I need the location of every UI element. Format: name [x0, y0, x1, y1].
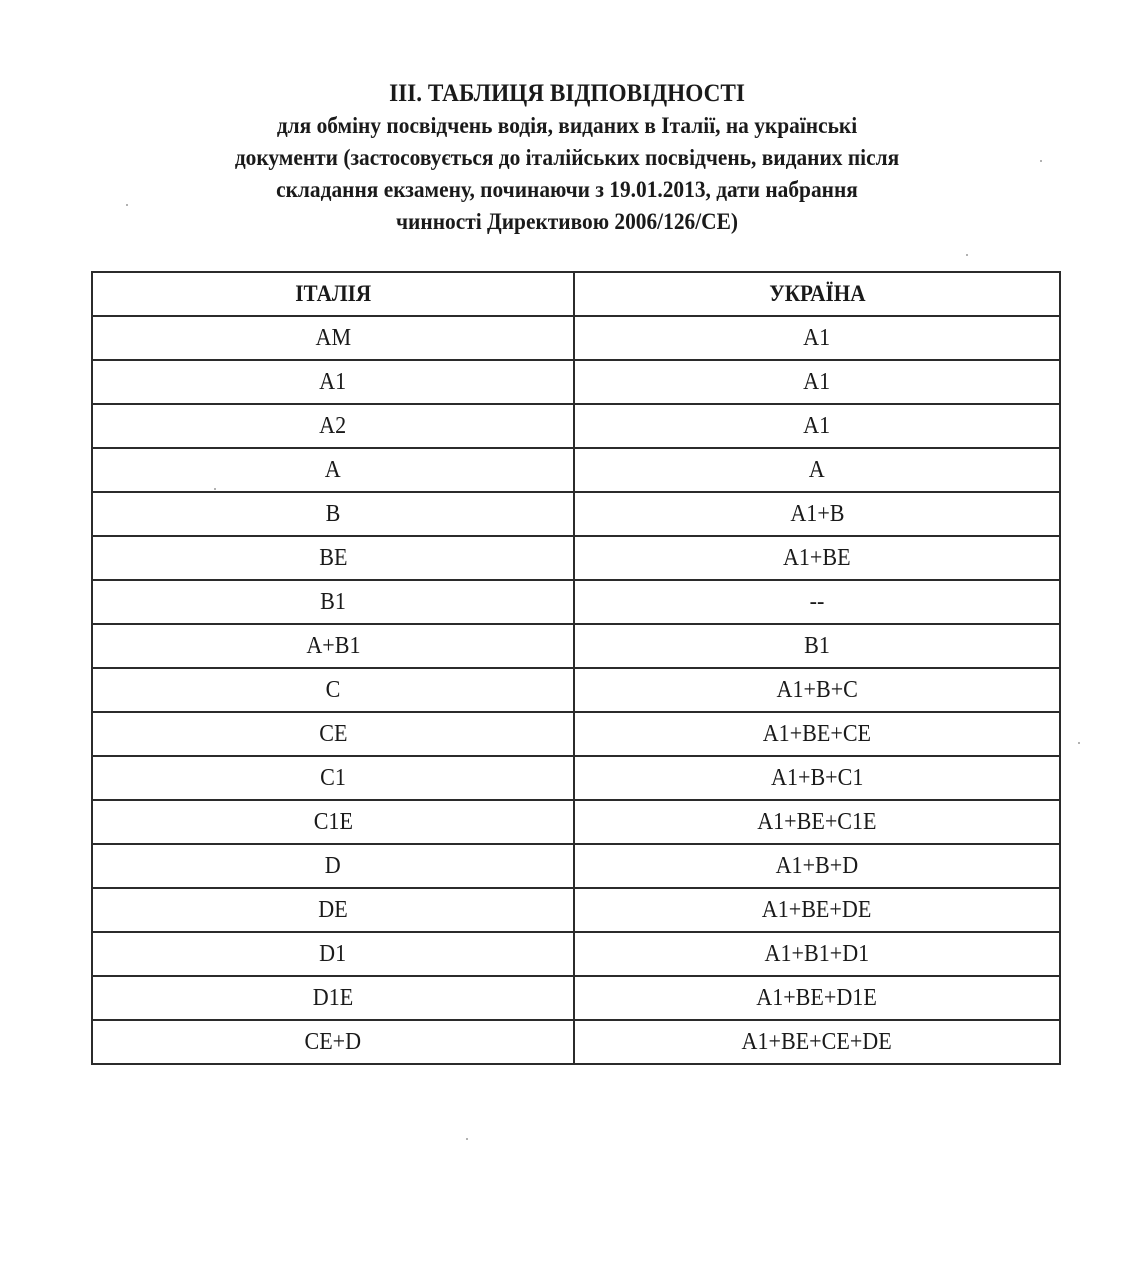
table-row	[92, 448, 1060, 492]
cell-value: --	[809, 588, 825, 615]
cell-value: D1E	[312, 984, 354, 1011]
document-subtitle-line: чинності Директивою 2006/126/CE)	[395, 209, 738, 234]
cell-value: A1	[803, 368, 831, 395]
italy-category-cell	[92, 360, 574, 404]
italy-category-cell	[92, 1020, 574, 1064]
scan-speck	[214, 488, 216, 490]
italy-category-cell	[92, 976, 574, 1020]
ukraine-category-cell	[574, 932, 1060, 976]
scan-speck	[966, 254, 968, 256]
cell-value: D1	[319, 940, 347, 967]
cell-value: B1	[804, 632, 830, 659]
ukraine-category-cell	[574, 580, 1060, 624]
italy-category-cell	[92, 844, 574, 888]
cell-value: A1+B1+D1	[764, 940, 870, 967]
cell-value: A1+BE+CE	[762, 720, 872, 747]
cell-value: AM	[315, 324, 351, 351]
italy-category-cell	[92, 404, 574, 448]
cell-value: A+B1	[305, 632, 361, 659]
cell-value: A1+BE+D1E	[756, 984, 878, 1011]
scan-speck	[1040, 160, 1042, 162]
document-title-block	[0, 78, 1134, 238]
ukraine-category-cell	[574, 624, 1060, 668]
cell-value: A1+B+C1	[770, 764, 864, 791]
ukraine-category-cell	[574, 448, 1060, 492]
scan-speck	[1078, 742, 1080, 744]
cell-value: B1	[320, 588, 346, 615]
cell-value: A1+BE+C1E	[757, 808, 877, 835]
table-row	[92, 1020, 1060, 1064]
document-heading: ІІІ. ТАБЛИЦЯ ВІДПОВІДНОСТІ	[389, 80, 745, 107]
cell-value: A1+B+D	[775, 852, 859, 879]
italy-category-cell	[92, 492, 574, 536]
column-header-ukraine	[574, 272, 1060, 316]
italy-category-cell	[92, 580, 574, 624]
ukraine-category-cell	[574, 888, 1060, 932]
italy-category-cell	[92, 624, 574, 668]
cell-value: C1	[320, 764, 346, 791]
table-row	[92, 932, 1060, 976]
table-row	[92, 712, 1060, 756]
ukraine-category-cell	[574, 360, 1060, 404]
cell-value: C	[325, 676, 341, 703]
ukraine-category-cell	[574, 712, 1060, 756]
italy-category-cell	[92, 536, 574, 580]
cell-value: A2	[319, 412, 347, 439]
italy-category-cell	[92, 888, 574, 932]
table-row	[92, 360, 1060, 404]
italy-category-cell	[92, 800, 574, 844]
table-row	[92, 404, 1060, 448]
document-subtitle-line: документи (застосовується до італійських посвідчень, виданих після	[234, 145, 900, 170]
table-row	[92, 976, 1060, 1020]
ukraine-category-cell	[574, 844, 1060, 888]
table-row	[92, 536, 1060, 580]
italy-category-cell	[92, 316, 574, 360]
italy-category-cell	[92, 932, 574, 976]
table-row	[92, 668, 1060, 712]
cell-value: A1+BE+DE	[762, 896, 872, 923]
table-row	[92, 888, 1060, 932]
table-row	[92, 624, 1060, 668]
cell-value: A1	[803, 324, 831, 351]
cell-value: A1+BE	[783, 544, 851, 571]
cell-value: CE+D	[304, 1028, 362, 1055]
table-row	[92, 844, 1060, 888]
cell-value: C1E	[313, 808, 353, 835]
cell-value: B	[325, 500, 341, 527]
scan-speck	[126, 204, 128, 206]
table-row	[92, 580, 1060, 624]
ukraine-category-cell	[574, 492, 1060, 536]
cell-value: A1+B	[789, 500, 845, 527]
table-row	[92, 492, 1060, 536]
column-header-italy	[92, 272, 574, 316]
table-row	[92, 756, 1060, 800]
table-row	[92, 800, 1060, 844]
italy-category-cell	[92, 712, 574, 756]
cell-value: CE	[318, 720, 348, 747]
ukraine-category-cell	[574, 800, 1060, 844]
document-subtitle-line: для обміну посвідчень водія, виданих в Італії, на українські	[276, 113, 858, 138]
cell-value: A1	[319, 368, 347, 395]
cell-value: A1+BE+CE+DE	[741, 1028, 893, 1055]
cell-value: D	[325, 852, 341, 879]
ukraine-category-cell	[574, 976, 1060, 1020]
cell-value: A1	[803, 412, 831, 439]
ukraine-category-cell	[574, 404, 1060, 448]
table-row	[92, 316, 1060, 360]
cell-value: A	[809, 456, 825, 483]
ukraine-category-cell	[574, 668, 1060, 712]
ukraine-category-cell	[574, 316, 1060, 360]
cell-value: BE	[318, 544, 348, 571]
ukraine-category-cell	[574, 756, 1060, 800]
scan-speck	[466, 1138, 468, 1140]
column-header-label: ІТАЛІЯ	[295, 281, 371, 306]
ukraine-category-cell	[574, 536, 1060, 580]
table-header-row	[92, 272, 1060, 316]
column-header-label: УКРАЇНА	[768, 281, 866, 306]
italy-category-cell	[92, 756, 574, 800]
cell-value: A1+B+C	[776, 676, 858, 703]
cell-value: A	[325, 456, 341, 483]
correspondence-table	[91, 271, 1061, 1065]
italy-category-cell	[92, 448, 574, 492]
cell-value: DE	[318, 896, 348, 923]
ukraine-category-cell	[574, 1020, 1060, 1064]
italy-category-cell	[92, 668, 574, 712]
document-subtitle-line: складання екзамену, починаючи з 19.01.2013, дати набрання	[276, 177, 858, 202]
